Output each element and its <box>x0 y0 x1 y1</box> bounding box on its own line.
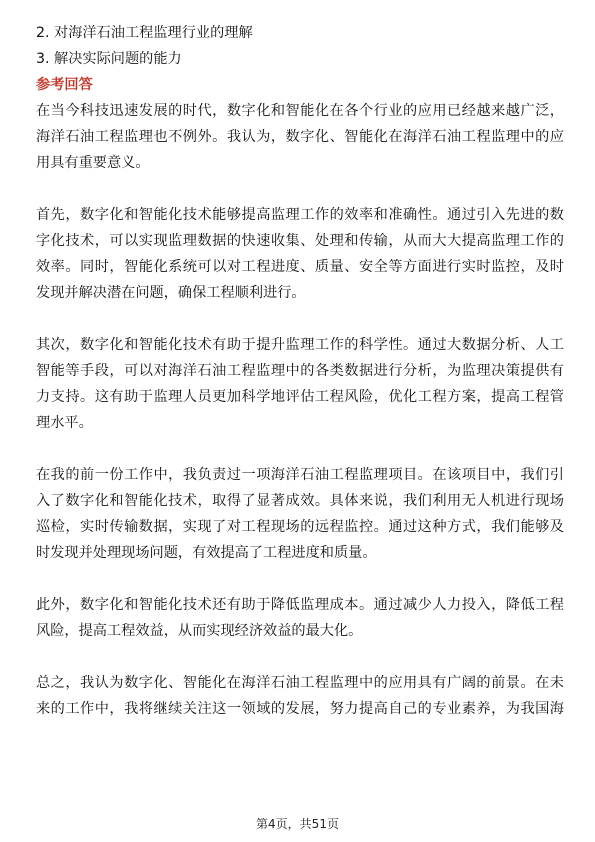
paragraph <box>36 670 564 722</box>
paragraph-line: 来的工作中，我将继续关注这一领域的发展，努力提高自己的专业素养，为我国海 <box>36 701 564 717</box>
paragraph-line: 海洋石油工程监理也不例外。我认为，数字化、智能化在海洋石油工程监理中的应 <box>36 129 564 145</box>
paragraph-line: 风险，提高工程效益，从而实现经济效益的最大化。 <box>36 623 363 639</box>
paragraph-line: 在当今科技迅速发展的时代，数字化和智能化在各个行业的应用已经越来越广泛， <box>36 103 564 119</box>
paragraph <box>36 592 564 644</box>
paragraph-line: 效率。同时，智能化系统可以对工程进度、质量、安全等方面进行实时监控，及时 <box>36 259 564 275</box>
paragraph <box>36 202 564 306</box>
paragraph-line: 理水平。 <box>36 415 93 431</box>
paragraph-line: 发现并解决潜在问题，确保工程顺利进行。 <box>36 285 306 301</box>
answer-paragraphs <box>36 98 564 722</box>
page-footer: 第4页，共51页 <box>256 817 339 831</box>
paragraph-line: 总之，我认为数字化、智能化在海洋石油工程监理中的应用具有广阔的前景。在未 <box>36 675 564 691</box>
paragraph-line: 字化技术，可以实现监理数据的快速收集、处理和传输，从而大大提高监理工作的 <box>36 233 564 249</box>
paragraph <box>36 462 564 566</box>
paragraph-line: 此外，数字化和智能化技术还有助于降低监理成本。通过减少人力投入，降低工程 <box>36 597 564 613</box>
answer-heading: 参考回答 <box>36 77 93 93</box>
paragraph-line: 其次，数字化和智能化技术有助于提升监理工作的科学性。通过大数据分析、人工 <box>36 337 564 353</box>
paragraph <box>36 332 564 436</box>
paragraph-line: 智能等手段，可以对海洋石油工程监理中的各类数据进行分析，为监理决策提供有 <box>36 363 564 379</box>
paragraph-line: 首先，数字化和智能化技术能够提高监理工作的效率和准确性。通过引入先进的数 <box>36 207 564 223</box>
list-item: 2. 对海洋石油工程监理行业的理解 <box>36 25 253 41</box>
paragraph-line: 巡检，实时传输数据，实现了对工程现场的远程监控。通过这种方式，我们能够及 <box>36 519 564 535</box>
paragraph-line: 入了数字化和智能化技术，取得了显著成效。具体来说，我们利用无人机进行现场 <box>36 493 564 509</box>
paragraph-line: 用具有重要意义。 <box>36 155 150 171</box>
document-body <box>36 20 564 748</box>
paragraph-line: 时发现并处理现场问题，有效提高了工程进度和质量。 <box>36 545 377 561</box>
paragraph-line: 力支持。这有助于监理人员更加科学地评估工程风险，优化工程方案，提高工程管 <box>36 389 564 405</box>
paragraph <box>36 98 564 176</box>
paragraph-line: 在我的前一份工作中，我负责过一项海洋石油工程监理项目。在该项目中，我们引 <box>36 467 564 483</box>
list-item: 3. 解决实际问题的能力 <box>36 51 182 67</box>
